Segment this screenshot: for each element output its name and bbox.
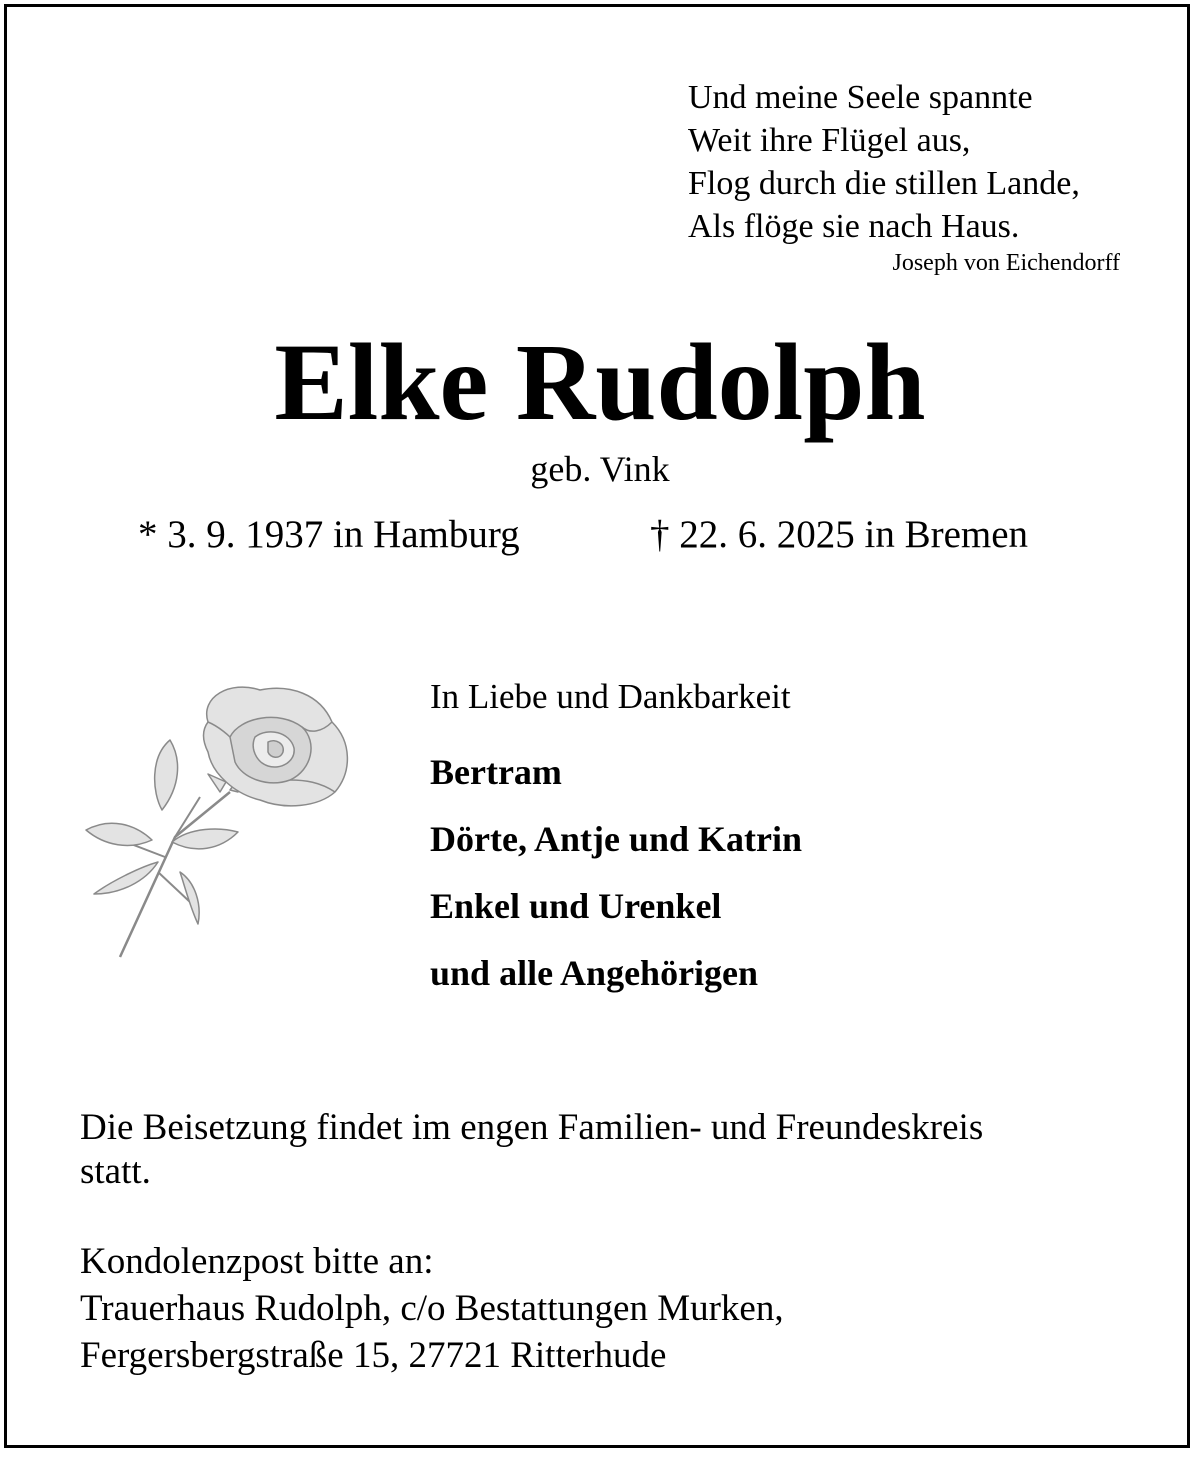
poem — [688, 76, 1080, 248]
poem-line-3: Flog durch die stillen Lande, — [688, 165, 1080, 202]
condolence-address — [80, 1238, 784, 1379]
funeral-line-2: statt. — [80, 1151, 151, 1192]
mourner-1: Bertram — [430, 752, 562, 792]
mourners-list — [430, 750, 802, 1018]
mourner-4: und alle Angehörigen — [430, 953, 759, 993]
poem-line-4: Als flöge sie nach Haus. — [688, 208, 1020, 245]
condolence-line-3: Fergersbergstraße 15, 27721 Ritterhude — [80, 1335, 667, 1376]
birth-date: * 3. 9. 1937 in Hamburg — [138, 513, 520, 556]
mourner-2: Dörte, Antje und Katrin — [430, 819, 802, 859]
funeral-line-1: Die Beisetzung findet im engen Familien- und Freundeskreis — [80, 1107, 984, 1148]
condolence-line-2: Trauerhaus Rudolph, c/o Bestattungen Murken, — [80, 1288, 784, 1329]
death-date: † 22. 6. 2025 in Bremen — [650, 513, 1029, 556]
poem-line-1: Und meine Seele spannte — [688, 79, 1033, 116]
condolence-line-1: Kondolenzpost bitte an: — [80, 1241, 434, 1282]
maiden-name: geb. Vink — [530, 449, 670, 489]
funeral-notice — [80, 1106, 1160, 1194]
deceased-name: Elke Rudolph — [274, 321, 926, 443]
poem-line-2: Weit ihre Flügel aus, — [688, 122, 971, 159]
thanks-intro: In Liebe und Dankbarkeit — [430, 677, 791, 716]
poem-author: Joseph von Eichendorff — [892, 250, 1120, 276]
mourner-3: Enkel und Urenkel — [430, 886, 722, 926]
rose-icon — [80, 682, 360, 962]
